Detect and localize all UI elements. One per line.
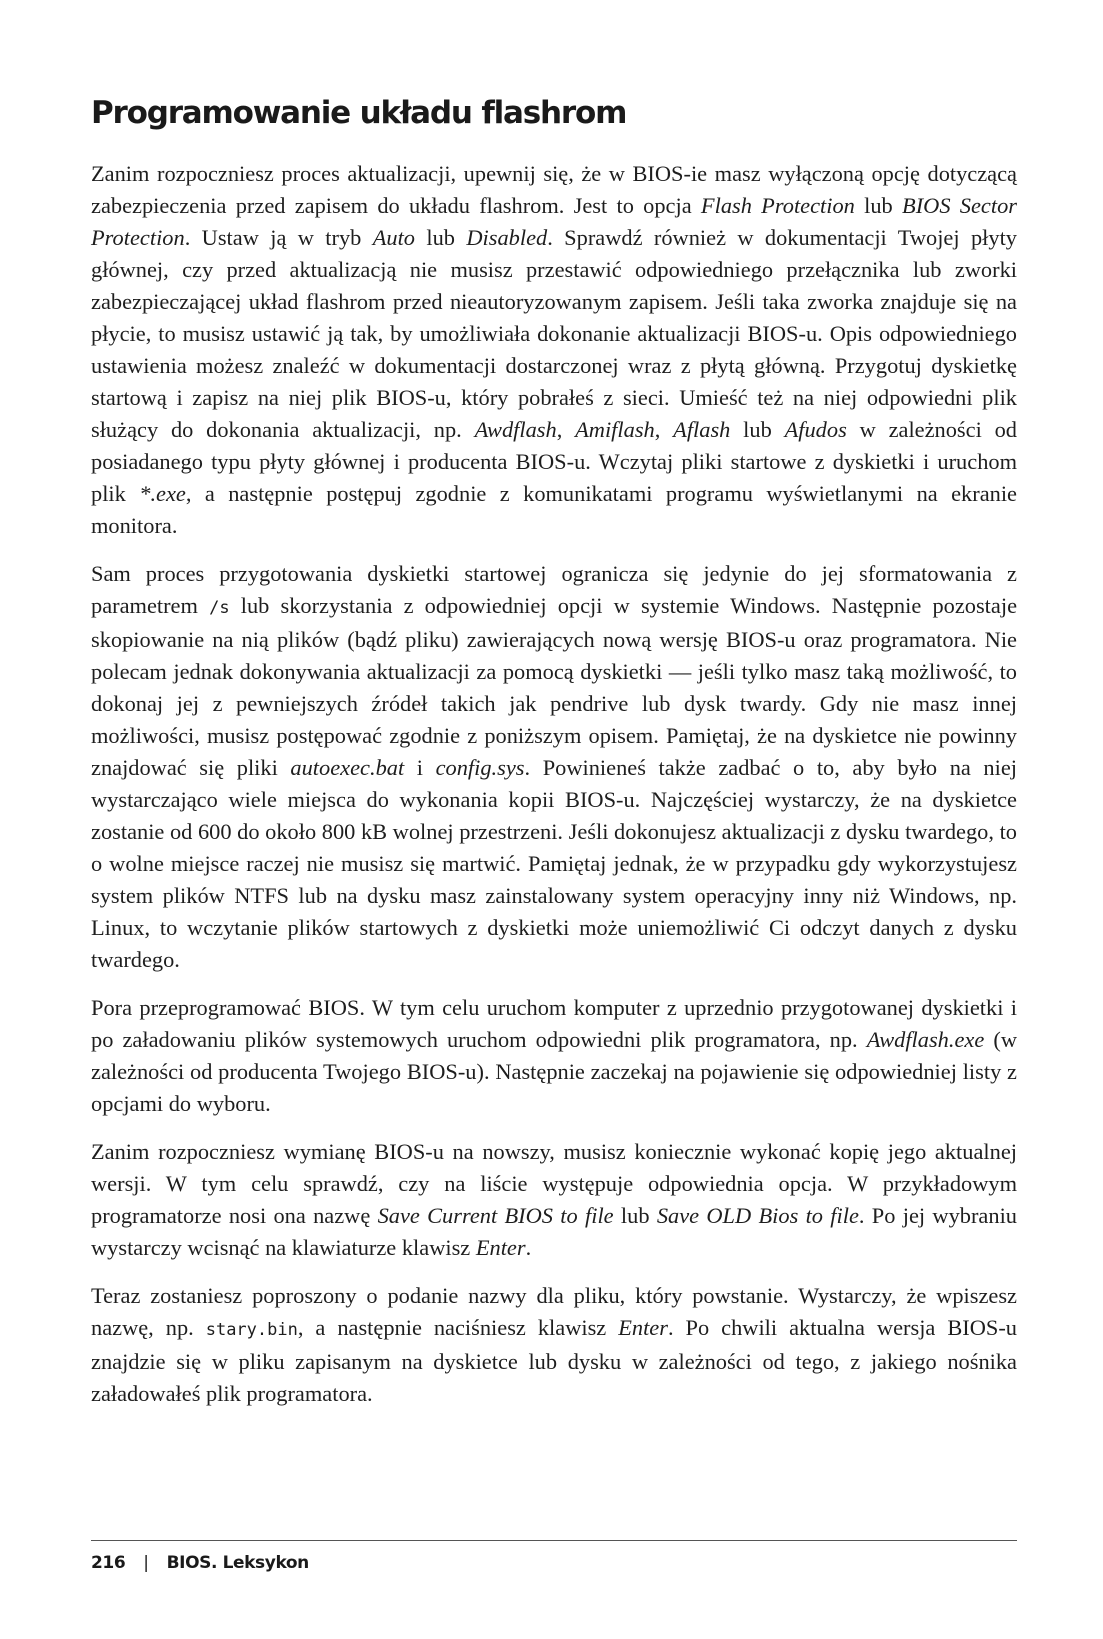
- footer-divider: [91, 1540, 1017, 1541]
- text: . Sprawdź również w dokumentacji Twojej płyty głównej, czy przed aktualizacją nie musisz przestawić odpowiedniego przełącznika lub zworki zabezpieczającej układ flashrom przed nieautoryzowanym zapisem. Jeśli taka zworka znajduje się na płycie, to musisz ustawić ją tak, by umożliwiała dokonanie aktualizacji BIOS-u. Opis odpowiedniego ustawienia możesz znaleźć w dokumentacji dostarczonej wraz z płytą główną. Przygotuj dyskietkę startową i zapisz na niej plik BIOS-u, który pobrałeś z sieci. Umieść też na niej odpowiedni plik służący do dokonania aktualizacji, np.: [91, 225, 1017, 442]
- italic-term: config.sys: [435, 755, 525, 780]
- text: , a następnie naciśniesz klawisz: [297, 1315, 619, 1340]
- text: lub: [854, 193, 903, 218]
- code-term: stary.bin: [205, 1320, 298, 1340]
- text: .: [525, 1235, 532, 1260]
- text: Zanim rozpoczniesz proces aktualizacji, upewnij się, że w BIOS-ie masz wyłączoną opcję dotyczącą zabezpieczenia przed zapisem do układu flashrom. Jest to opcja: [91, 161, 1017, 218]
- text: , a następnie postępuj zgodnie z komunikatami programu wyświetlanymi na ekranie monitora.: [91, 481, 1017, 538]
- italic-term: Auto: [372, 225, 416, 250]
- text: lub: [730, 417, 785, 442]
- text: . Powinieneś także zadbać o to, aby było na niej wystarczająco wiele miejsca do wykonania kopii BIOS-u. Najczęściej wystarczy, że na dyskietce zostanie od 600 do około 800 kB wolnej przestrzeni. Jeśli dokonujesz aktualizacji z dysku twardego, to o wolne miejsce raczej nie musisz się martwić. Pamiętaj jednak, że w przypadku gdy wykorzystujesz system plików NTFS lub na dysku masz zainstalowany system operacyjny inny niż Windows, np. Linux, to wczytanie plików startowych z dyskietki może uniemożliwić Ci odczyt danych z dysku twardego.: [91, 755, 1017, 972]
- text: lub skorzystania z odpowiedniej opcji w systemie Windows. Następnie pozostaje skopiowanie na nią plików (bądź pliku) zawierających nową wersję BIOS-u oraz programatora. Nie polecam jednak dokonywania aktualizacji za pomocą dyskietki — jeśli tylko masz taką możliwość, to dokonaj jej z pewniejszych źródeł takich jak pendrive lub dysk twardy. Gdy nie masz innej możliwości, musisz postępować zgodnie z poniższym opisem. Pamiętaj, że na dyskietce nie powinny znajdować się pliki: [91, 593, 1018, 780]
- italic-term: Disabled: [466, 225, 548, 250]
- paragraph-5: [91, 1280, 1017, 1410]
- text: . Po chwili aktualna wersja BIOS-u znajdzie się w pliku zapisanym na dyskietce lub dysku w zależności od tego, z jakiego nośnika załadowałeś plik programatora.: [91, 1315, 1017, 1406]
- text: . Po jej wybraniu wystarczy wcisnąć na klawiaturze klawisz: [91, 1203, 1017, 1260]
- text: ,: [556, 417, 576, 442]
- paragraph-2: [91, 558, 1017, 976]
- text: (w zależności od producenta Twojego BIOS-u). Następnie zaczekaj na pojawienie się odpowiedniej listy z opcjami do wyboru.: [91, 1027, 1017, 1116]
- paragraph-1: [91, 158, 1017, 542]
- page-number: 216: [91, 1553, 126, 1573]
- section-heading: Programowanie układu flashrom: [91, 95, 627, 131]
- book-title: BIOS. Leksykon: [166, 1553, 309, 1573]
- italic-term: Awdflash: [474, 417, 557, 442]
- text: . Ustaw ją w tryb: [184, 225, 373, 250]
- page-body: [91, 96, 1017, 1426]
- text: w zależności od posiadanego typu płyty głównej i producenta BIOS-u. Wczytaj pliki startowe z dyskietki i uruchom plik: [91, 417, 1017, 506]
- italic-term: Aflash: [673, 417, 731, 442]
- italic-term: Awdflash.exe: [866, 1027, 985, 1052]
- paragraph-3: [91, 992, 1017, 1120]
- text: lub: [415, 225, 467, 250]
- footer-separator: |: [143, 1553, 149, 1573]
- italic-term: autoexec.bat: [290, 755, 405, 780]
- code-term: /s: [209, 598, 230, 618]
- italic-term: Flash Protection: [700, 193, 855, 218]
- italic-term: Afudos: [784, 417, 847, 442]
- text: ,: [654, 417, 674, 442]
- italic-term: BIOS Sector Protection: [91, 193, 1017, 250]
- text: Teraz zostaniesz poproszony o podanie nazwy dla pliku, który powstanie. Wystarczy, że wpiszesz nazwę, np.: [91, 1283, 1017, 1340]
- paragraph-4: [91, 1136, 1017, 1264]
- italic-term: Save Current BIOS to file: [377, 1203, 614, 1228]
- italic-term: Save OLD Bios to file: [656, 1203, 859, 1228]
- text: Zanim rozpoczniesz wymianę BIOS-u na nowszy, musisz koniecznie wykonać kopię jego aktualnej wersji. W tym celu sprawdź, czy na liście występuje odpowiednia opcja. W przykładowym programatorze nosi ona nazwę: [91, 1139, 1017, 1228]
- text: i: [404, 755, 436, 780]
- text: lub: [613, 1203, 657, 1228]
- italic-term: Enter: [618, 1315, 668, 1340]
- page-footer: [91, 1553, 309, 1573]
- italic-term: Amiflash: [575, 417, 655, 442]
- text: Pora przeprogramować BIOS. W tym celu uruchom komputer z uprzednio przygotowanej dyskietki i po załadowaniu plików systemowych uruchom odpowiedni plik programatora, np.: [91, 995, 1017, 1052]
- italic-term: *.exe: [139, 481, 186, 506]
- italic-term: Enter: [475, 1235, 526, 1260]
- text: Sam proces przygotowania dyskietki startowej ogranicza się jedynie do jej sformatowania z parametrem: [91, 561, 1017, 618]
